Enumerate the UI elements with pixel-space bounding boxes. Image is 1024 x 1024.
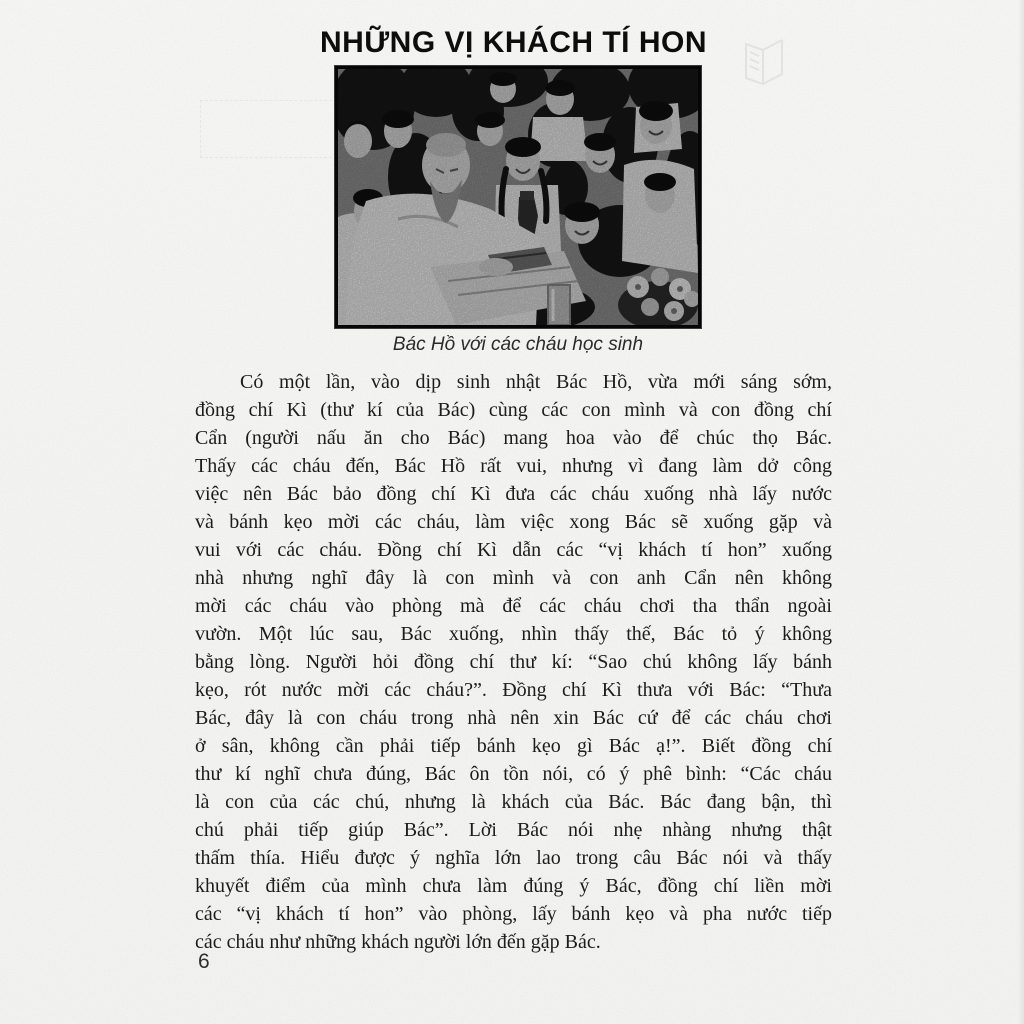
text-line: kẹo, rót nước mời các cháu?”. Đồng chí Kì thưa với Bác: “Thưa (195, 679, 832, 701)
text-line: đồng chí Kì (thư kí của Bác) cùng các con mình và con đồng chí (195, 399, 832, 421)
text-line: và bánh kẹo mời các cháu, làm việc xong Bác sẽ xuống gặp và (195, 511, 832, 533)
text-line: Thấy các cháu đến, Bác Hồ rất vui, nhưng vì đang làm dở công (195, 455, 832, 477)
halftone-grain (338, 69, 698, 325)
text-line: các “vị khách tí hon” vào phòng, lấy bánh kẹo và pha nước tiếp (195, 903, 832, 925)
text-line: Có một lần, vào dịp sinh nhật Bác Hồ, vừa mới sáng sớm, (240, 371, 832, 393)
print-bleed-through-mark (200, 100, 347, 158)
text-line: vui với các cháu. Đồng chí Kì dẫn các “vị khách tí hon” xuống (195, 539, 832, 561)
photo-bac-ho-with-children (338, 69, 698, 325)
text-line: chú phải tiếp giúp Bác”. Lời Bác nói nhẹ nhàng nhưng thật (195, 819, 832, 841)
page-title: NHỮNG VỊ KHÁCH TÍ HON (319, 26, 708, 59)
text-line: mời các cháu vào phòng mà để các cháu chơi tha thẩn ngoài (195, 595, 832, 617)
text-line: vườn. Một lúc sau, Bác xuống, nhìn thấy thế, Bác tỏ ý không (195, 623, 832, 645)
text-line: khuyết điểm của mình chưa làm đúng ý Bác, đồng chí liền mời (195, 875, 832, 897)
text-line: nhà nhưng nghĩ đây là con mình và con anh Cẩn nên không (195, 567, 832, 589)
page-number: 6 (198, 950, 210, 973)
scan-edge-shadow (1018, 0, 1024, 1024)
photo-caption: Bác Hồ với các cháu học sinh (392, 334, 644, 355)
text-line: bằng lòng. Người hỏi đồng chí thư kí: “Sao chú không lấy bánh (195, 651, 832, 673)
photo-frame (335, 66, 701, 328)
body-paragraph (195, 368, 832, 956)
text-line: Cẩn (người nấu ăn cho Bác) mang hoa vào để chúc thọ Bác. (195, 427, 832, 449)
text-line: thư kí nghĩ chưa đúng, Bác ôn tồn nói, có ý phê bình: “Các cháu (195, 763, 832, 785)
text-line: ở sân, không cần phải tiếp bánh kẹo gì Bác ạ!”. Biết đồng chí (195, 735, 832, 757)
text-line: là con của các chú, nhưng là khách của Bác. Bác đang bận, thì (195, 791, 832, 813)
text-line: các cháu như những khách người lớn đến gặp Bác. (195, 931, 601, 953)
text-line: việc nên Bác bảo đồng chí Kì đưa các cháu xuống nhà lấy nước (195, 483, 832, 505)
text-line: thấm thía. Hiểu được ý nghĩa lớn lao trong câu Bác nói và thấy (195, 847, 832, 869)
text-line: Bác, đây là con cháu trong nhà nên xin Bác cứ để các cháu chơi (195, 707, 832, 729)
